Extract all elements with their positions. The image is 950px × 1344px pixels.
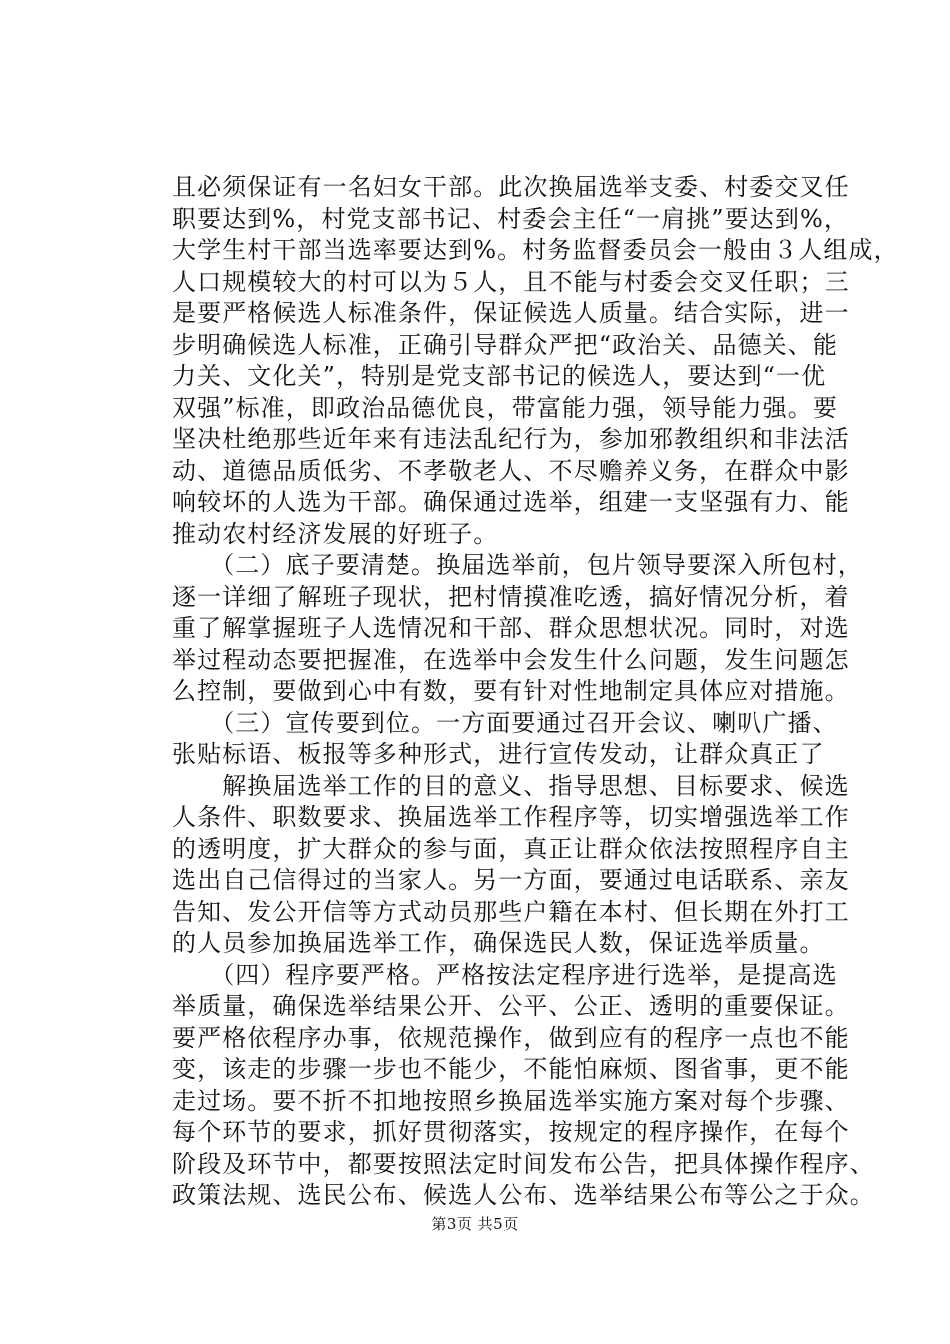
text-line: 么控制，要做到心中有数，要有针对性地制定具体应对措施。 <box>172 677 850 705</box>
text-line: （二）底子要清楚。换届选举前，包片领导要深入所包村， <box>172 551 863 579</box>
text-line: （三）宣传要到位。一方面要通过召开会议、喇叭广播、 <box>172 708 838 737</box>
text-line: 大学生村干部当选率要达到%。村务监督委员会一般由３人组成， <box>172 236 899 264</box>
text-line: 走过场。要不折不扣地按照乡换届选举实施方案对每个步骤、 <box>172 1086 850 1115</box>
text-line: 的透明度，扩大群众的参与面，真正让群众依法按照程序自主 <box>172 834 850 863</box>
text-line: 步明确候选人标准，正确引导群众严把“政治关、品德关、能 <box>172 330 838 359</box>
text-line: 是要严格候选人标准条件，保证候选人质量。结合实际，进一 <box>172 299 850 327</box>
text-line: 阶段及环节中，都要按照法定时间发布公告，把具体操作程序、 <box>172 1149 875 1178</box>
text-line: 选出自己信得过的当家人。另一方面，要通过电话联系、亲友 <box>172 866 850 894</box>
text-line: 且必须保证有一名妇女干部。此次换届选举支委、村委交叉任 <box>172 173 850 201</box>
text-line: 解换届选举工作的目的意义、指导思想、目标要求、候选 <box>172 771 850 800</box>
text-line: 人条件、职数要求、换届选举工作程序等，切实增强选举工作 <box>172 803 850 831</box>
text-line: 响较坏的人选为干部。确保通过选举，组建一支坚强有力、能 <box>172 488 850 516</box>
text-line: 举质量，确保选举结果公开、公平、公正、透明的重要保证。 <box>172 992 850 1020</box>
text-line: 推动农村经济发展的好班子。 <box>172 519 499 548</box>
text-line: 力关、文化关”，特别是党支部书记的候选人，要达到“一优 <box>172 362 827 390</box>
text-line: 政策法规、选民公布、候选人公布、选举结果公布等公之于众。 <box>172 1181 875 1209</box>
body-text <box>172 172 899 1212</box>
text-line: 变，该走的步骤一步也不能少，不能怕麻烦、图省事，更不能 <box>172 1055 850 1083</box>
text-line: 双强”标准，即政治品德优良，带富能力强，领导能力强。要 <box>172 393 838 422</box>
text-line: 举过程动态要把握准，在选举中会发生什么问题，发生问题怎 <box>172 645 850 674</box>
text-line: 职要达到%，村党支部书记、村委会主任“一肩挑”要达到%， <box>172 204 849 233</box>
text-line: 告知、发公开信等方式动员那些户籍在本村、但长期在外打工 <box>172 897 850 926</box>
text-line: 逐一详细了解班子现状，把村情摸准吃透，搞好情况分析，着 <box>172 582 850 611</box>
text-line: 人口规模较大的村可以为５人，且不能与村委会交叉任职；三 <box>172 267 850 296</box>
text-line: （四）程序要严格。严格按法定程序进行选举，是提高选 <box>172 960 838 989</box>
text-line: 要严格依程序办事，依规范操作，做到应有的程序一点也不能 <box>172 1023 850 1052</box>
text-line: 每个环节的要求，抓好贯彻落实，按规定的程序操作，在每个 <box>172 1118 850 1146</box>
text-line: 动、道德品质低劣、不孝敬老人、不尽赡养义务，在群众中影 <box>172 456 850 485</box>
text-line: 重了解掌握班子人选情况和干部、群众思想状况。同时，对选 <box>172 614 850 642</box>
text-line: 张贴标语、板报等多种形式，进行宣传发动，让群众真正了 <box>172 740 825 768</box>
page-number: 第3页 共5页 <box>431 1215 519 1233</box>
text-line: 的人员参加换届选举工作，确保选民人数，保证选举质量。 <box>172 929 825 957</box>
text-line: 坚决杜绝那些近年来有违法乱纪行为，参加邪教组织和非法活 <box>172 425 850 453</box>
